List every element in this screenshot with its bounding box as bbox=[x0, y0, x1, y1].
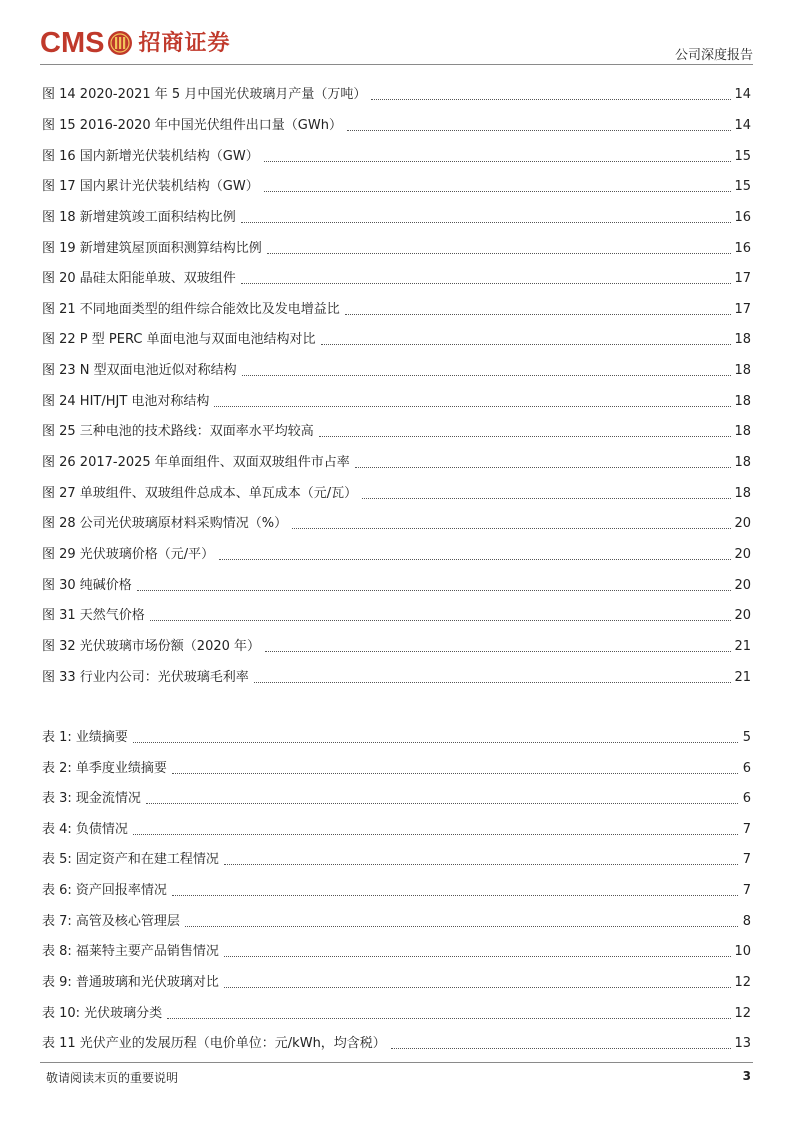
toc-entry-figure-16[interactable] bbox=[42, 148, 751, 166]
toc-leader-dots bbox=[214, 406, 731, 407]
toc-entry-label: 图 18 新增建筑竣工面积结构比例 bbox=[42, 210, 236, 225]
toc-entry-label: 图 31 天然气价格 bbox=[42, 608, 145, 623]
toc-leader-dots bbox=[137, 590, 732, 591]
toc-leader-dots bbox=[172, 895, 738, 896]
toc-entry-page: 20 bbox=[734, 608, 751, 623]
toc-entry-figure-20[interactable] bbox=[42, 270, 751, 288]
toc-entry-page: 17 bbox=[734, 302, 751, 317]
toc-leader-dots bbox=[321, 344, 732, 345]
toc-entry-page: 16 bbox=[734, 241, 751, 256]
toc-entry-page: 10 bbox=[734, 944, 751, 959]
toc-entry-page: 20 bbox=[734, 516, 751, 531]
toc-entry-label: 图 17 国内累计光伏装机结构（GW） bbox=[42, 179, 259, 194]
toc-leader-dots bbox=[264, 161, 732, 162]
toc-entry-page: 18 bbox=[734, 363, 751, 378]
toc-entry-table-1[interactable] bbox=[42, 729, 751, 747]
toc-entry-label: 表 8: 福莱特主要产品销售情况 bbox=[42, 944, 219, 959]
toc-leader-dots bbox=[133, 834, 738, 835]
toc-entry-page: 18 bbox=[734, 486, 751, 501]
page-header bbox=[40, 22, 753, 70]
toc-entry-page: 7 bbox=[742, 822, 751, 837]
toc-entry-figure-29[interactable] bbox=[42, 546, 751, 564]
toc-leader-dots bbox=[224, 956, 732, 957]
toc-entry-figure-30[interactable] bbox=[42, 577, 751, 595]
toc-entry-page: 7 bbox=[742, 883, 751, 898]
toc-entry-label: 表 3: 现金流情况 bbox=[42, 791, 141, 806]
toc-entry-figure-21[interactable] bbox=[42, 301, 751, 319]
toc-entry-label: 表 2: 单季度业绩摘要 bbox=[42, 761, 167, 776]
toc-entry-page: 14 bbox=[734, 118, 751, 133]
toc-entry-table-7[interactable] bbox=[42, 913, 751, 931]
toc-entry-figure-24[interactable] bbox=[42, 393, 751, 411]
toc-entry-table-4[interactable] bbox=[42, 821, 751, 839]
toc-entry-table-3[interactable] bbox=[42, 790, 751, 808]
toc-entry-page: 6 bbox=[742, 791, 751, 806]
document-type: 公司深度报告 bbox=[674, 48, 753, 63]
toc-leader-dots bbox=[292, 528, 731, 529]
toc-leader-dots bbox=[242, 375, 732, 376]
toc-entry-page: 13 bbox=[734, 1036, 751, 1051]
toc-entry-label: 图 16 国内新增光伏装机结构（GW） bbox=[42, 149, 259, 164]
toc-entry-figure-28[interactable] bbox=[42, 515, 751, 533]
toc-leader-dots bbox=[185, 926, 738, 927]
toc-entry-figure-31[interactable] bbox=[42, 607, 751, 625]
toc-entry-label: 表 10: 光伏玻璃分类 bbox=[42, 1006, 163, 1021]
toc-entry-figure-26[interactable] bbox=[42, 454, 751, 472]
toc-entry-page: 6 bbox=[742, 761, 751, 776]
toc-entry-table-2[interactable] bbox=[42, 760, 751, 778]
toc-entry-label: 表 9: 普通玻璃和光伏玻璃对比 bbox=[42, 975, 219, 990]
toc-entry-label: 图 21 不同地面类型的组件综合能效比及发电增益比 bbox=[42, 302, 340, 317]
logo-seal-icon bbox=[106, 29, 134, 57]
page-footer bbox=[40, 1062, 753, 1102]
toc-entry-table-8[interactable] bbox=[42, 943, 751, 961]
toc-entry-label: 图 14 2020-2021 年 5 月中国光伏玻璃月产量（万吨） bbox=[42, 87, 367, 102]
toc-entry-figure-17[interactable] bbox=[42, 178, 751, 196]
toc-leader-dots bbox=[146, 803, 738, 804]
toc-entry-page: 18 bbox=[734, 455, 751, 470]
toc-entry-table-6[interactable] bbox=[42, 882, 751, 900]
toc-entry-figure-19[interactable] bbox=[42, 240, 751, 258]
toc-entry-page: 20 bbox=[734, 578, 751, 593]
header-divider bbox=[40, 64, 753, 65]
toc-leader-dots bbox=[241, 283, 732, 284]
toc-leader-dots bbox=[172, 773, 738, 774]
toc-leader-dots bbox=[224, 987, 732, 988]
toc-leader-dots bbox=[391, 1048, 732, 1049]
toc-entry-label: 图 15 2016-2020 年中国光伏组件出口量（GWh） bbox=[42, 118, 342, 133]
toc-entry-label: 图 30 纯碱价格 bbox=[42, 578, 132, 593]
toc-entry-page: 12 bbox=[734, 975, 751, 990]
logo-cms-text: CMS bbox=[40, 27, 105, 59]
disclaimer-note: 敬请阅读末页的重要说明 bbox=[46, 1071, 179, 1085]
toc-entry-label: 表 1: 业绩摘要 bbox=[42, 730, 128, 745]
toc-entry-page: 8 bbox=[742, 914, 751, 929]
toc-entry-label: 图 32 光伏玻璃市场份额（2020 年） bbox=[42, 639, 261, 654]
logo-company-name: 招商证券 bbox=[138, 30, 231, 56]
toc-entry-table-9[interactable] bbox=[42, 974, 751, 992]
toc-entry-label: 表 11 光伏产业的发展历程（电价单位：元/kWh，均含税） bbox=[42, 1036, 386, 1051]
toc-entry-figure-23[interactable] bbox=[42, 362, 751, 380]
toc-entry-page: 16 bbox=[734, 210, 751, 225]
toc-entry-label: 图 20 晶硅太阳能单玻、双玻组件 bbox=[42, 271, 236, 286]
toc-entry-label: 图 19 新增建筑屋顶面积测算结构比例 bbox=[42, 241, 262, 256]
toc-leader-dots bbox=[264, 191, 732, 192]
toc-entry-table-10[interactable] bbox=[42, 1005, 751, 1023]
toc-leader-dots bbox=[362, 498, 731, 499]
toc-entry-figure-27[interactable] bbox=[42, 485, 751, 503]
toc-leader-dots bbox=[254, 682, 732, 683]
toc-entry-figure-25[interactable] bbox=[42, 423, 751, 441]
toc-entry-page: 15 bbox=[734, 179, 751, 194]
page-number: 3 bbox=[742, 1069, 751, 1083]
toc-entry-label: 图 27 单玻组件、双玻组件总成本、单瓦成本（元/瓦） bbox=[42, 486, 358, 501]
toc-leader-dots bbox=[319, 436, 732, 437]
toc-entry-table-5[interactable] bbox=[42, 851, 751, 869]
toc-entry-page: 18 bbox=[734, 424, 751, 439]
toc-leader-dots bbox=[224, 864, 738, 865]
company-logo bbox=[40, 28, 230, 58]
toc-entry-label: 图 24 HIT/HJT 电池对称结构 bbox=[42, 394, 210, 409]
toc-entry-figure-32[interactable] bbox=[42, 638, 751, 656]
toc-entry-label: 图 28 公司光伏玻璃原材料采购情况（%） bbox=[42, 516, 288, 531]
toc-entry-page: 18 bbox=[734, 332, 751, 347]
toc-leader-dots bbox=[347, 130, 731, 131]
toc-leader-dots bbox=[265, 651, 731, 652]
toc-entry-page: 7 bbox=[742, 852, 751, 867]
toc-leader-dots bbox=[167, 1018, 731, 1019]
toc-entry-label: 图 23 N 型双面电池近似对称结构 bbox=[42, 363, 237, 378]
toc-entry-page: 18 bbox=[734, 394, 751, 409]
toc-leader-dots bbox=[371, 99, 731, 100]
toc-entry-label: 表 7: 高管及核心管理层 bbox=[42, 914, 180, 929]
toc-leader-dots bbox=[267, 253, 732, 254]
toc-entry-table-11[interactable] bbox=[42, 1035, 751, 1053]
toc-leader-dots bbox=[355, 467, 732, 468]
toc-entry-figure-14[interactable] bbox=[42, 86, 751, 104]
toc-entry-label: 图 33 行业内公司：光伏玻璃毛利率 bbox=[42, 670, 249, 685]
toc-entry-figure-15[interactable] bbox=[42, 117, 751, 135]
toc-leader-dots bbox=[241, 222, 732, 223]
toc-entry-page: 15 bbox=[734, 149, 751, 164]
toc-entry-figure-22[interactable] bbox=[42, 331, 751, 349]
toc-entry-page: 20 bbox=[734, 547, 751, 562]
toc-entry-label: 图 29 光伏玻璃价格（元/平） bbox=[42, 547, 215, 562]
toc-entry-page: 12 bbox=[734, 1006, 751, 1021]
toc-entry-figure-33[interactable] bbox=[42, 669, 751, 687]
toc-entry-label: 表 5: 固定资产和在建工程情况 bbox=[42, 852, 219, 867]
toc-entry-label: 表 4: 负债情况 bbox=[42, 822, 128, 837]
toc-entry-figure-18[interactable] bbox=[42, 209, 751, 227]
toc-leader-dots bbox=[150, 620, 732, 621]
toc-entry-page: 21 bbox=[734, 639, 751, 654]
toc-entry-label: 表 6: 资产回报率情况 bbox=[42, 883, 167, 898]
toc-entry-label: 图 22 P 型 PERC 单面电池与双面电池结构对比 bbox=[42, 332, 316, 347]
footer-divider bbox=[40, 1062, 753, 1063]
toc-leader-dots bbox=[219, 559, 731, 560]
toc-entry-page: 5 bbox=[742, 730, 751, 745]
toc-entry-page: 14 bbox=[734, 87, 751, 102]
toc-entry-page: 21 bbox=[734, 670, 751, 685]
toc-leader-dots bbox=[133, 742, 738, 743]
toc-entry-page: 17 bbox=[734, 271, 751, 286]
toc-leader-dots bbox=[345, 314, 732, 315]
toc-entry-label: 图 25 三种电池的技术路线：双面率水平均较高 bbox=[42, 424, 314, 439]
toc-entry-label: 图 26 2017-2025 年单面组件、双面双玻组件市占率 bbox=[42, 455, 350, 470]
